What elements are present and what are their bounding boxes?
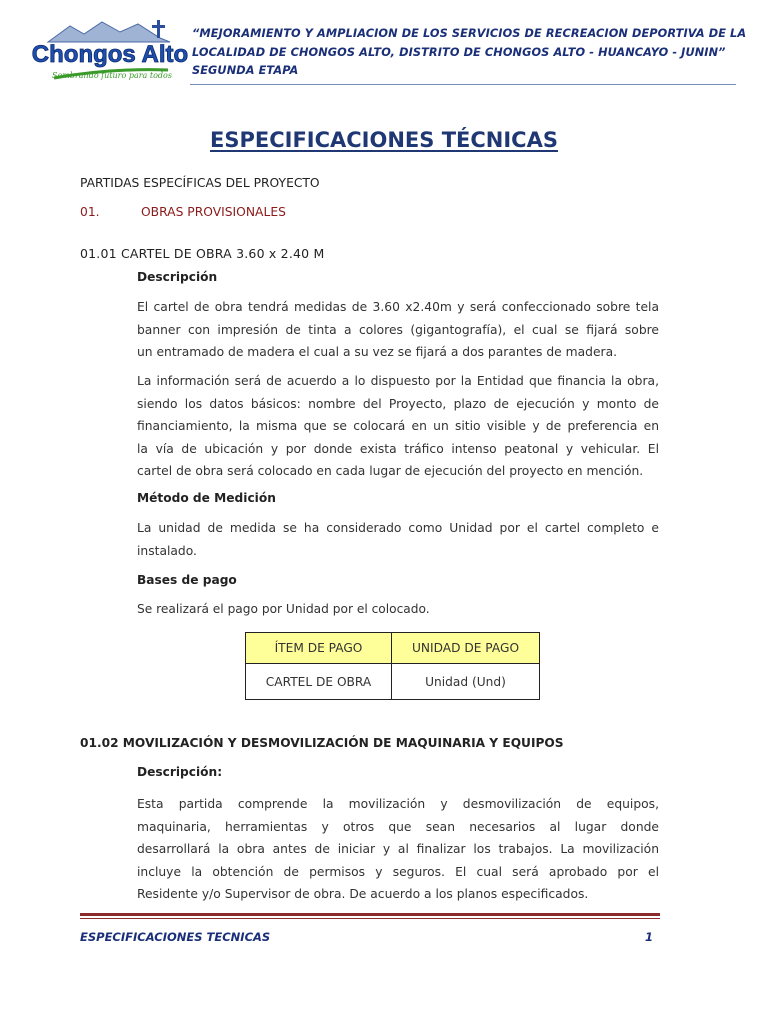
bases-label: Bases de pago — [137, 573, 237, 587]
item-heading-01-02: 01.02 MOVILIZACIÓN Y DESMOVILIZACIÓN DE MAQUINARIA Y EQUIPOS — [80, 736, 564, 750]
text-line: El cartel de obra tendrá medidas de 3.60 x2.40m y será confeccionado sobre tela — [137, 300, 659, 314]
text-line: La unidad de medida se ha considerado como Unidad por el cartel completo e — [137, 521, 659, 535]
table-row — [246, 664, 540, 700]
document-title: ESPECIFICACIONES TÉCNICAS — [210, 128, 558, 152]
table-cell: CARTEL DE OBRA — [246, 664, 392, 700]
text-line: La información será de acuerdo a lo dispuesto por la Entidad que financia la obra, — [137, 374, 659, 388]
text-line: banner con impresión de tinta a colores (gigantografía), el cual se fijará sobre — [137, 322, 659, 337]
text-line: Esta partida comprende la movilización y desmovilización de equipos, — [137, 797, 659, 811]
item-heading-01-01: 01.01 CARTEL DE OBRA 3.60 x 2.40 M — [80, 246, 325, 261]
text-line: incluye la obtención de permisos y seguros. El cual será aprobado por el — [137, 864, 659, 879]
header-line: “MEJORAMIENTO Y AMPLIACION DE LOS SERVICIOS DE RECREACION DEPORTIVA DE LA — [192, 27, 747, 40]
footer-divider-thin — [80, 918, 660, 919]
partidas-heading: PARTIDAS ESPECÍFICAS DEL PROYECTO — [80, 176, 320, 190]
text-line: cartel de obra será colocado en cada lugar de ejecución del proyecto en mención. — [137, 464, 644, 478]
text-line: financiamiento, la misma que se colocará en un sitio visible y de preferencia en — [137, 419, 659, 433]
metodo-label: Método de Medición — [137, 491, 276, 505]
text-line: maquinaria, herramientas y otros que sean necesarios al lugar donde — [137, 819, 659, 834]
logo-slogan: Sembrando futuro para todos — [52, 71, 172, 80]
payment-table — [245, 632, 540, 700]
descripcion-paragraph-2 — [137, 370, 659, 483]
descripcion-label: Descripción — [137, 270, 218, 284]
page-number: 1 — [645, 930, 654, 944]
text-line: instalado. — [137, 543, 197, 558]
chongos-alto-logo — [31, 18, 189, 98]
descripcion-label-2: Descripción: — [137, 765, 223, 779]
table-header-cell: UNIDAD DE PAGO — [392, 633, 540, 664]
table-header-row — [246, 633, 540, 664]
text-line: desarrollará la obra antes de iniciar y al finalizar los trabajos. La movilización — [137, 842, 659, 856]
metodo-paragraph — [137, 517, 659, 562]
text-line: siendo los datos básicos: nombre del Proyecto, plazo de ejecución y monto de — [137, 396, 659, 411]
header-line: SEGUNDA ETAPA — [192, 64, 299, 77]
table-header-cell: ÍTEM DE PAGO — [246, 633, 392, 664]
table-cell: Unidad (Und) — [392, 664, 540, 700]
header-divider — [190, 84, 736, 85]
text-line: un entramado de madera el cual a su vez se fijará a dos parantes de madera. — [137, 345, 618, 359]
header-line: LOCALIDAD DE CHONGOS ALTO, DISTRITO DE CHONGOS ALTO - HUANCAYO - JUNIN” — [192, 45, 726, 59]
bases-paragraph: Se realizará el pago por Unidad por el colocado. — [137, 602, 430, 616]
descripcion-paragraph-1 — [137, 296, 659, 364]
footer-divider — [80, 913, 660, 916]
logo-text: Chongos Alto — [31, 41, 189, 68]
logo-graphic — [31, 18, 189, 98]
section-label: OBRAS PROVISIONALES — [141, 205, 286, 219]
descripcion-paragraph-3 — [137, 793, 659, 906]
project-header — [192, 25, 747, 81]
section-number: 01. — [80, 205, 100, 219]
text-line: la vía de ubicación y por donde exista tráfico intenso peatonal y vehicular. El — [137, 441, 659, 456]
text-line: Residente y/o Supervisor de obra. De acuerdo a los planos especificados. — [137, 887, 589, 901]
footer-title: ESPECIFICACIONES TECNICAS — [80, 930, 271, 944]
